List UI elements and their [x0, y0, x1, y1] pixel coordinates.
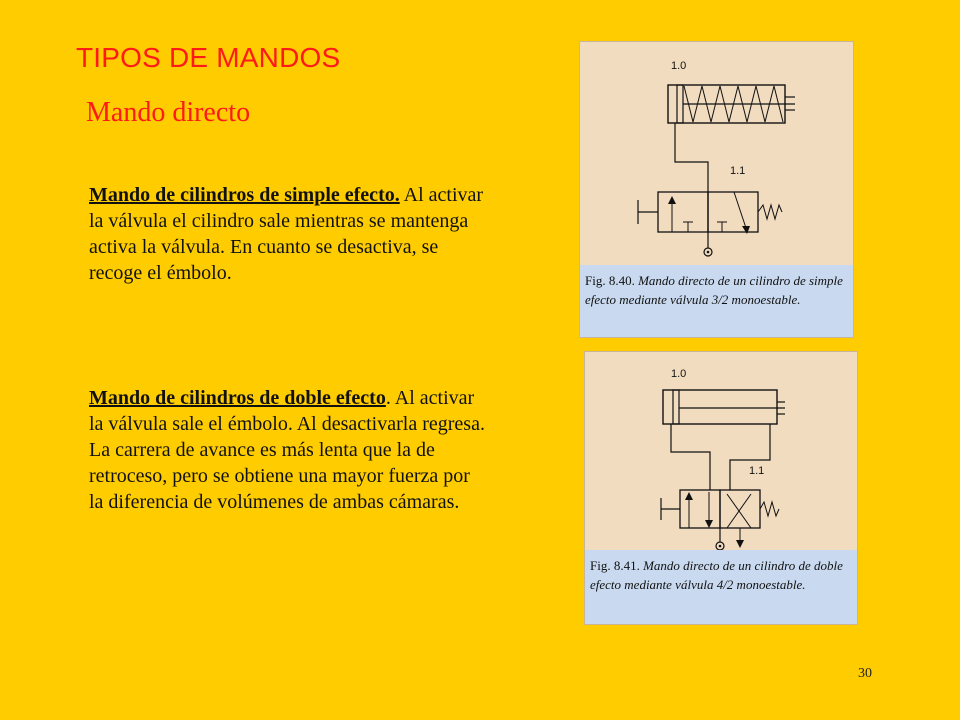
figure-number: Fig. 8.41.: [590, 558, 640, 573]
slide-title: TIPOS DE MANDOS: [76, 42, 341, 73]
valve-label: 1.1: [730, 165, 746, 177]
pneumatic-diagram-single-acting: [580, 42, 853, 277]
valve-label: 1.1: [749, 465, 765, 477]
section-simple-efecto: [89, 182, 489, 286]
slide-subtitle: Mando directo: [86, 97, 251, 128]
figure-caption-text: Mando directo de un cilindro de doble efecto mediante válvula 4/2 monoestable.: [590, 558, 843, 592]
figure-caption-text: Mando directo de un cilindro de simple efecto mediante válvula 3/2 monoestable.: [585, 273, 843, 307]
cylinder-label: 1.0: [671, 368, 687, 380]
pneumatic-diagram-double-acting: [585, 352, 857, 562]
section-body: . Al activar la válvula sale el émbolo. Al desactivarla regresa. La carrera de avance es más lenta que la de retroceso, pero se obtiene una mayor fuerza por la diferencia de volúmenes de ambas cámaras.: [89, 387, 485, 513]
section-heading: Mando de cilindros de simple efecto.: [89, 184, 400, 206]
section-body: Al activar la válvula el cilindro sale mientras se mantenga activa la válvula. En cuanto se desactiva, se recoge el émbolo.: [89, 184, 484, 284]
section-doble-efecto: [89, 385, 489, 515]
cylinder-label: 1.0: [671, 60, 687, 72]
figure-caption: [585, 550, 857, 624]
figure-double-acting: [585, 352, 857, 624]
section-heading: Mando de cilindros de doble efecto: [89, 387, 386, 409]
figure-caption: [580, 265, 853, 337]
figure-number: Fig. 8.40.: [585, 273, 635, 288]
figure-single-acting: [580, 42, 853, 337]
page-number: 30: [858, 666, 872, 681]
